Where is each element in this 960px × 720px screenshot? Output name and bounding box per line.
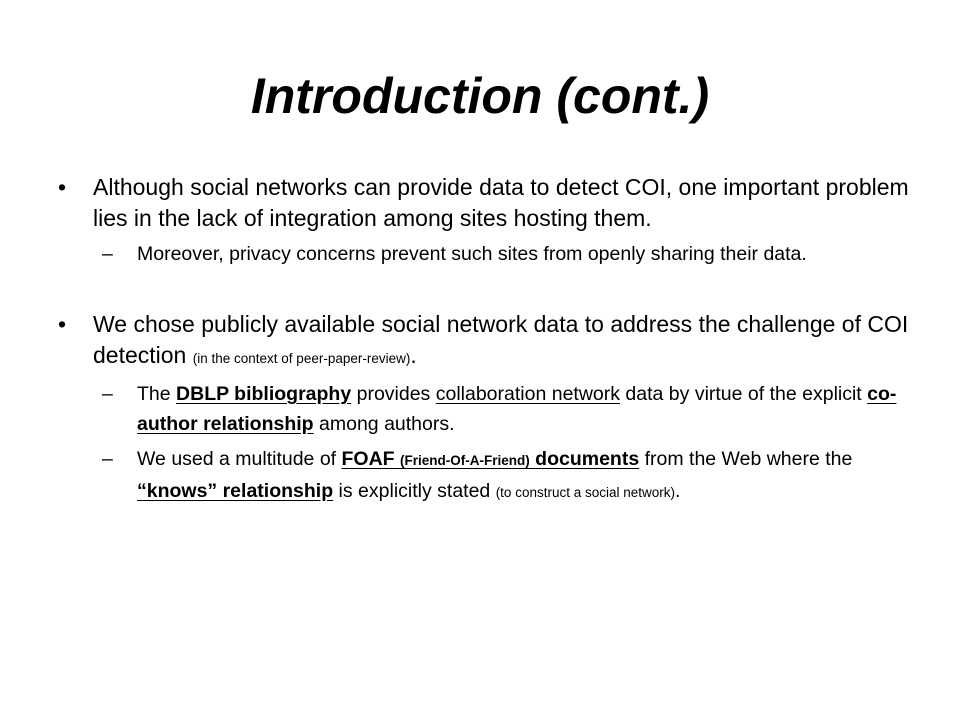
text-segment: is explicitly stated <box>333 480 496 502</box>
sub-bullet-item <box>58 379 918 439</box>
text-segment: among authors. <box>313 413 455 435</box>
slide-content <box>58 172 918 508</box>
foaf-documents-label: documents <box>535 448 640 470</box>
sub-bullet-item <box>58 239 918 269</box>
dash-mark: – <box>102 243 113 265</box>
co-author-relationship-link[interactable]: co-author relationship <box>137 383 897 435</box>
bullet-mark: • <box>58 174 67 200</box>
dblp-bibliography-link[interactable]: DBLP bibliography <box>176 383 352 405</box>
text-segment: We used a multitude of <box>137 448 342 470</box>
foaf-label: FOAF <box>341 448 395 470</box>
dash-mark: – <box>102 448 113 470</box>
text-segment: The <box>137 383 177 405</box>
text-segment: from the Web where the <box>639 448 853 470</box>
bullet-text: We chose publicly available social network data to address the challenge of COI detection <box>93 311 909 368</box>
knows-relationship-link[interactable]: “knows” relationship <box>137 480 334 502</box>
foaf-expansion: (Friend-Of-A-Friend) <box>400 453 530 468</box>
text-segment: data by virtue of the explicit <box>620 383 868 405</box>
bullet-item <box>58 172 918 234</box>
bullet-note: (in the context of peer-paper-review) <box>192 351 411 366</box>
sub-bullet-item <box>58 444 918 508</box>
bullet-period: . <box>410 342 417 368</box>
bullet-item <box>58 309 918 374</box>
foaf-documents-link[interactable] <box>342 448 640 470</box>
dash-mark: – <box>102 383 113 405</box>
slide-title: Introduction (cont.) <box>250 68 710 124</box>
bullet-mark: • <box>58 311 67 337</box>
text-segment: provides <box>351 383 436 405</box>
sub-bullet-text: Moreover, privacy concerns prevent such sites from openly sharing their data. <box>137 243 807 265</box>
sub-bullet-note: (to construct a social network) <box>495 485 676 500</box>
sub-bullet-period: . <box>675 480 681 502</box>
collaboration-network-link[interactable]: collaboration network <box>435 383 621 405</box>
bullet-text: Although social networks can provide data to detect COI, one important problem lies in the lack of integration among sites hosting them. <box>93 174 909 231</box>
